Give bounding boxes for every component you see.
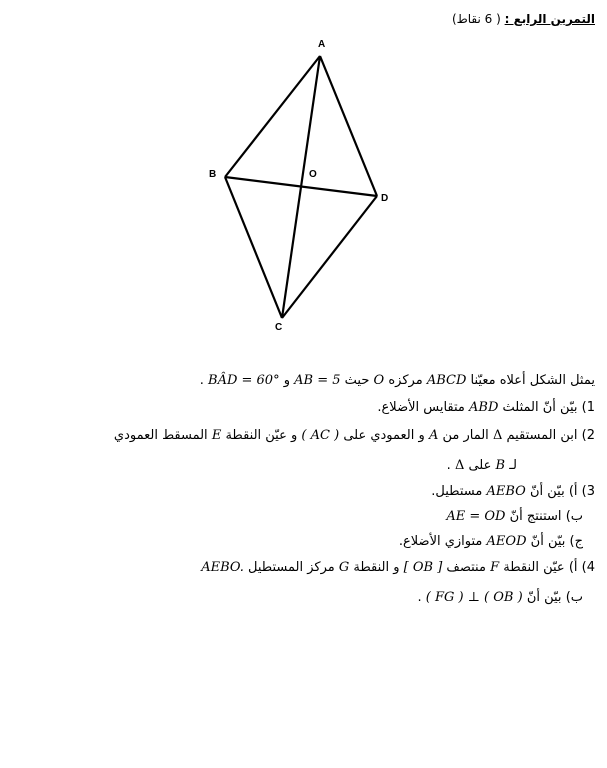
q3c-math: AEOD <box>486 534 527 549</box>
q3b-text-1: استنتج أنّ <box>509 509 562 524</box>
intro-text-2: مركزه <box>388 373 423 388</box>
q4a-text-1: عيّن النقطة <box>503 560 565 575</box>
q2-l2-text-3: . <box>446 458 451 473</box>
intro-math-o: O <box>373 373 385 388</box>
intro-text-1: يمثل الشكل أعلاه معيّنا <box>470 373 595 388</box>
question-3a <box>10 484 595 499</box>
q2-math-delta: Δ <box>492 428 503 443</box>
q2-text-4: و عيّن النقطة <box>225 428 298 443</box>
q2-math-e: E <box>211 428 222 443</box>
q3a-text-1: بيّن أنّ <box>529 484 565 499</box>
question-4b <box>10 590 583 605</box>
q3b-number: ب) <box>565 509 583 524</box>
q3a-math: AEBO <box>486 484 526 499</box>
q4a-text-3: و النقطة <box>353 560 400 575</box>
q2-text-2: المار من <box>442 428 489 443</box>
q4a-number: 4) أ) <box>568 560 595 575</box>
intro-text-4: و <box>283 373 291 388</box>
q3c-text-1: بيّن أنّ <box>530 534 566 549</box>
q3a-text-2: مستطيل. <box>431 484 483 499</box>
q4a-math-f: F <box>490 560 500 575</box>
rhombus-figure <box>0 0 607 345</box>
q2-l2-text-2: على <box>468 458 492 473</box>
q3a-number: 3) أ) <box>568 484 595 499</box>
intro-line <box>10 373 595 388</box>
q2-l2-text-1: لـ <box>509 458 517 473</box>
q1-number: 1) <box>581 400 595 415</box>
q4a-math-g: G <box>338 560 350 575</box>
q3b-math: AE = OD <box>446 509 506 524</box>
q1-text-2: متقايس الأضلاع. <box>377 400 465 415</box>
q2-l2-math-b: B <box>495 458 506 473</box>
vertex-label-o: O <box>309 169 317 180</box>
q3c-text-2: متوازي الأضلاع. <box>398 534 483 549</box>
vertex-label-a: A <box>318 39 326 50</box>
q2-text-3: و العمودي على <box>343 428 425 443</box>
q2-text-5: المسقط العمودي <box>113 428 208 443</box>
q2-number: 2) <box>581 428 595 443</box>
intro-math-abcd: ABCD <box>426 373 467 388</box>
exercise-title-label: التمرين الرابع : <box>504 12 595 26</box>
q3c-number: ج) <box>569 534 583 549</box>
q2-l2-math-delta: Δ <box>454 458 465 473</box>
exercise-points: ( 6 نقاط) <box>451 12 501 26</box>
intro-text-5: . <box>199 373 204 388</box>
q4b-number: ب) <box>565 590 583 605</box>
q1-text-1: بيّن أنّ المثلث <box>502 400 578 415</box>
intro-text-3: حيث <box>344 373 370 388</box>
q2-math-a: A <box>428 428 439 443</box>
question-4a <box>10 560 595 575</box>
q2-math-ac: ( AC ) <box>301 428 340 443</box>
q2-text-1: ابن المستقيم <box>506 428 578 443</box>
question-3b <box>10 509 583 524</box>
question-1 <box>10 400 595 415</box>
question-3c <box>10 534 583 549</box>
intro-math-ab: AB = 5 <box>294 373 341 388</box>
q4b-text-1: بيّن أنّ <box>526 590 562 605</box>
vertex-label-c: C <box>275 322 283 333</box>
q4a-math-aebo: AEBO. <box>201 560 244 575</box>
vertex-label-d: D <box>381 193 389 204</box>
q4b-math: ( FG ) ⊥ ( OB ) <box>425 590 523 605</box>
segment-bc <box>225 177 282 318</box>
intro-math-angle: BÂD = 60° <box>208 373 280 388</box>
q4b-text-2: . <box>417 590 422 605</box>
segment-ad <box>320 56 377 196</box>
vertex-label-b: B <box>209 169 217 180</box>
q1-math: ABD <box>469 400 499 415</box>
q4a-math-ob: [ OB ] <box>403 560 443 575</box>
question-2-line-1 <box>10 428 595 443</box>
q4a-text-2: منتصف <box>446 560 486 575</box>
question-2-line-2 <box>10 458 517 473</box>
q4a-text-4: مركز المستطيل <box>248 560 335 575</box>
